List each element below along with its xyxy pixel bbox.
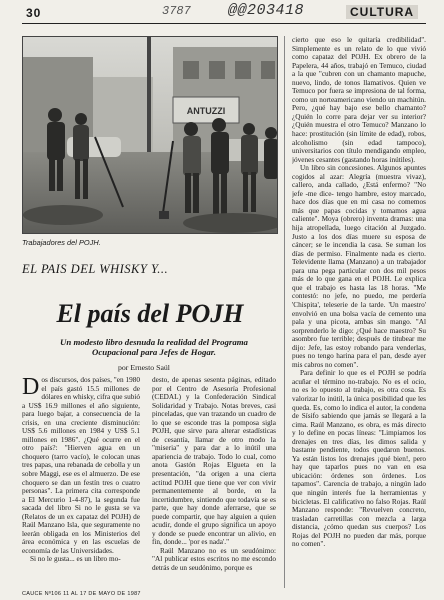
kicker: EL PAIS DEL WHISKY Y... [22, 262, 169, 276]
storefront-sign: ANTUZZI [186, 106, 226, 116]
paragraph: Un libro sin concesiones. Algunos apuntes cogidos al azar: Alegría (muestra vivaz), callero, anda callado, ¿Está enfermo? "No jefe -me dice- tengo hambre, estoy marcado, hace dos días que en mi casa no comemos más que papas cocidas y tomamos agua caliente". Moya (obrero) inventa dramas: una hija atropellada, luego citación al Juzgado. Justo a los dos días muere su esposa de cáncer; se le incendia la casa. Se suman los días de permiso. Finalmente nada es cierto. Televidente llama (Manzano) a un trabajador para una pega particular con dos mil pesos más de lo que gana en el POJH. Le explica que el trabajo es hasta las 18 horas. "Me contestó: no jefe, no puedo, me perdería 'Chispita', teleserie de la tarde. 'Un maestro' envolvió en una bolsa vacía de cemento una pala y una picota, ambas sin mango. "Al sorprenderlo le digo: ¿Qué hace maestro? Su asombro fue terrible; después de titubear me dijo: Jefe, las estoy robando para venderlas, pues no tengo harina para el pan, desde ayer mis cabros no comen". [292, 164, 426, 369]
page-footer: CAUCE Nº106 11 AL 17 DE MAYO DE 1987 [22, 591, 141, 597]
paragraph: cierto que eso le quitaría credibilidad". Simplemente es un relato de lo que vivió como capataz del POJH. Ex obrero de la Papelera, 44 años, trabajó en Temuco, ciudad a la que "cubren con un chamanto mapuche, nuevo, lindo, de tonos llamativos. Quien ve Temuco por fuera se impresiona de tal forma, como un norteamericano viendo un machitún. Pero, ¿qué hay bajo ese bello chamanto? ¿Quién lo corre para dejar ver su interior? ¿Quién muestra el otro Temuco? Manzano lo hace: prostitución (sin límite de edad), robos, alcoholismo (sin edad tampoco), universitarios con título mendigando empleo, jóvenes cesantes (gastando horas inútiles). [292, 36, 426, 164]
photo-caption: Trabajadores del POJH. [22, 238, 101, 247]
paragraph-text: os discursos, dos países, "en 1980 el país gastó 15.5 millones de dólares en whisky, cifra que subió a US$ 16.9 millones el año siguiente, para luego bajar, a consecuencia de la crisis, en una creciente disminución: US$ 5.6 millones en 1984 y US$ 5.1 millones en 1986". ¿Qué ocurre en el otro país?: "Hierven agua en un choquero (tarro vacío), le colocan unas tres papas, una rebanada de cebolla y un sobre Maggi, ese es el almuerzo. De ese choquero se dan un festín tres o cuatro personas". La primera cita corresponde a El Mercurio 1-4-87), la segunda fue sacada del libro Si no le gusta se va (Relatos de un ex capataz del POJH) de Raúl Manzano Isla, que seguramente no leerán obligada en los Ministerios del área económica y en las escuelas de economía de las Universidades. [22, 376, 140, 555]
article-column-2 [152, 376, 276, 588]
headline: El país del POJH [56, 299, 244, 328]
workers-photo-image [23, 37, 278, 234]
page-number: 30 [26, 6, 42, 20]
workers-photo [22, 36, 278, 234]
byline: por Ernesto Saúl [118, 363, 170, 372]
article-column-1 [22, 376, 140, 588]
paragraph [22, 376, 140, 555]
paragraph: Raúl Manzano no es un seudónimo: "Al publicar estos escritos no me escondo detrás de un seudónimo, porque es [152, 546, 276, 573]
paragraph: Para definir lo que es el POJH se podría acuñar el término no-trabajo. No es el ocio, no es lo opuesto al trabajo, es otra cosa. Es valorizar lo inútil, la única posibilidad que les queda. Es, como lo indica el autor, la condena de Sísifo sabiendo que jamás se llegará a la cima. Raúl Manzano, es obra, es más directo y lo define en pocas líneas: "Limpiamos los drenajes en tres días, les dimos salida y bastante pendiente, todos quedaron buenos. Ya están listos los drenajes ¡qué bien!, pero hay que taparlos pues no van en esa ubicación: órdenes son órdenes. Los tapamos". Carencia de trabajo, a ningún lado que ningún interés fue la herramientas y bicicletas. El calificativo no falso Rojas. Raúl Manzano responde: "Revuelven concreto, trasladan carretillas con mezcla a larga distancia, ¿cómo quedan sus cuerpos? Los Rojas del POJH no pueden dar más, porque no comen". [292, 369, 426, 549]
header-rule [22, 23, 426, 24]
document-id-stamp: @@203418 [228, 2, 305, 19]
section-label: CULTURA [346, 5, 418, 19]
paragraph: desto, de apenas sesenta páginas, editado por el Centro de Asesoría Profesional (CEDAL) y la Confederación Sindical Solidaridad y Trabajo. Notas breves, casi pinceladas, que van trazando un cuadro de lo que se esconde tras la pomposa sigla POJH, que sirve para alterar estadísticas de cesantía, llamar de otro modo la "miseria" y para dar a lo inútil una apariencia de trabajo. Todo lo cual, como anota Gastón Rojas Elgueta en la presentación, "da origen a una cierta actitud POJH que tiene que ver con vivir permanentemente al borde, en la incertidumbre, sintiendo que todavía se es parte, que hay donde aferrarse, que se puede compartir, que hay alguien a quien acudir, donde el grupo significa un apoyo y donde se puede encontrar un alivio, en fin, donde... 'por es nada'." [152, 376, 276, 547]
article-column-3 [292, 36, 426, 591]
paragraph: Si no le gusta... es un libro mo- [30, 555, 121, 564]
handwritten-stamp: 3787 [162, 4, 191, 18]
drop-cap: D [22, 376, 40, 400]
deck: Un modesto libro desnuda la realidad del Programa Ocupacional para Jefes de Hogar. [60, 337, 248, 358]
column-rule [284, 36, 285, 588]
